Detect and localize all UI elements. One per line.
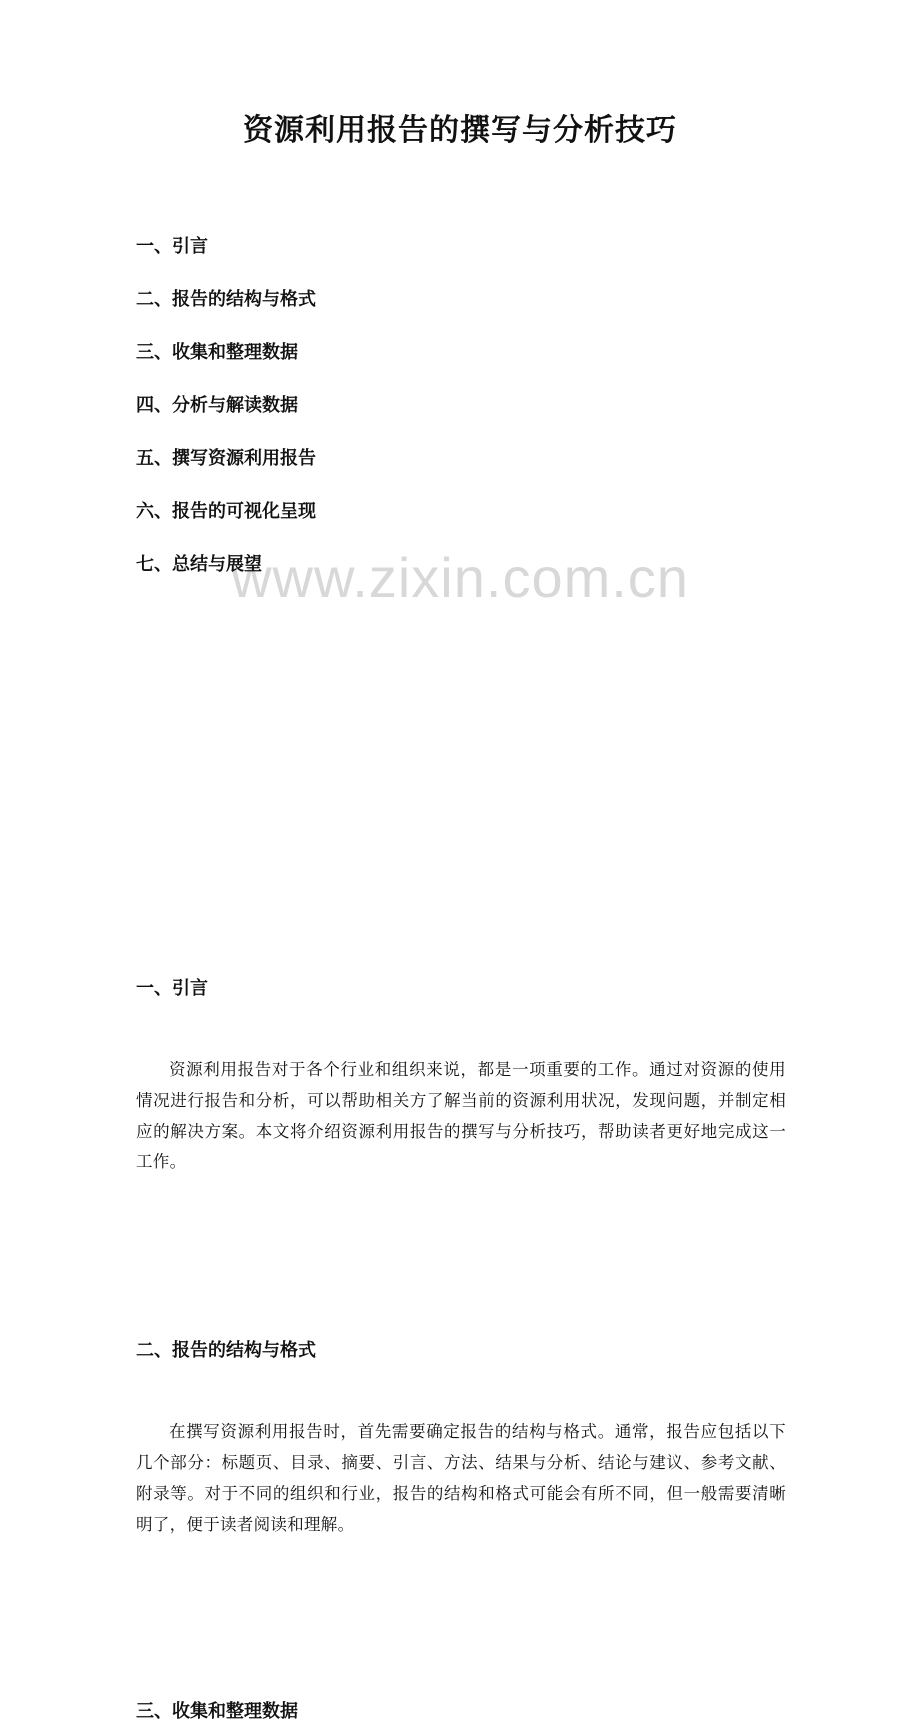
document-title: 资源利用报告的撰写与分析技巧	[243, 113, 677, 148]
section-paragraph-introduction: 资源利用报告对于各个行业和组织来说，都是一项重要的工作。通过对资源的使用情况进行报告和分析，可以帮助相关方了解当前的资源利用状况，发现问题，并制定相应的解决方案。本文将介绍资源利用报告的撰写与分析技巧，帮助读者更好地完成这一工作。	[136, 1060, 786, 1172]
toc-item-analyze-data: 四、分析与解读数据	[136, 395, 298, 416]
toc-item-collect-data: 三、收集和整理数据	[136, 342, 298, 363]
section-heading-introduction: 一、引言	[136, 978, 208, 999]
section-heading-structure-format: 二、报告的结构与格式	[136, 1340, 316, 1362]
watermark: www.zixin.com.cn	[231, 546, 689, 609]
toc-item-visualization: 六、报告的可视化呈现	[136, 501, 316, 522]
section-heading-collect-data: 三、收集和整理数据	[136, 1701, 298, 1723]
table-of-contents	[136, 232, 920, 603]
toc-item-introduction: 一、引言	[136, 236, 208, 257]
toc-item-summary-outlook: 七、总结与展望	[136, 554, 262, 575]
toc-item-write-report: 五、撰写资源利用报告	[136, 448, 316, 469]
section-paragraph-structure-format: 在撰写资源利用报告时，首先需要确定报告的结构与格式。通常，报告应包括以下几个部分：标题页、目录、摘要、引言、方法、结果与分析、结论与建议、参考文献、附录等。对于不同的组织和行业，报告的结构和格式可能会有所不同，但一般需要清晰明了，便于读者阅读和理解。	[136, 1422, 786, 1534]
toc-item-structure-format: 二、报告的结构与格式	[136, 289, 316, 310]
